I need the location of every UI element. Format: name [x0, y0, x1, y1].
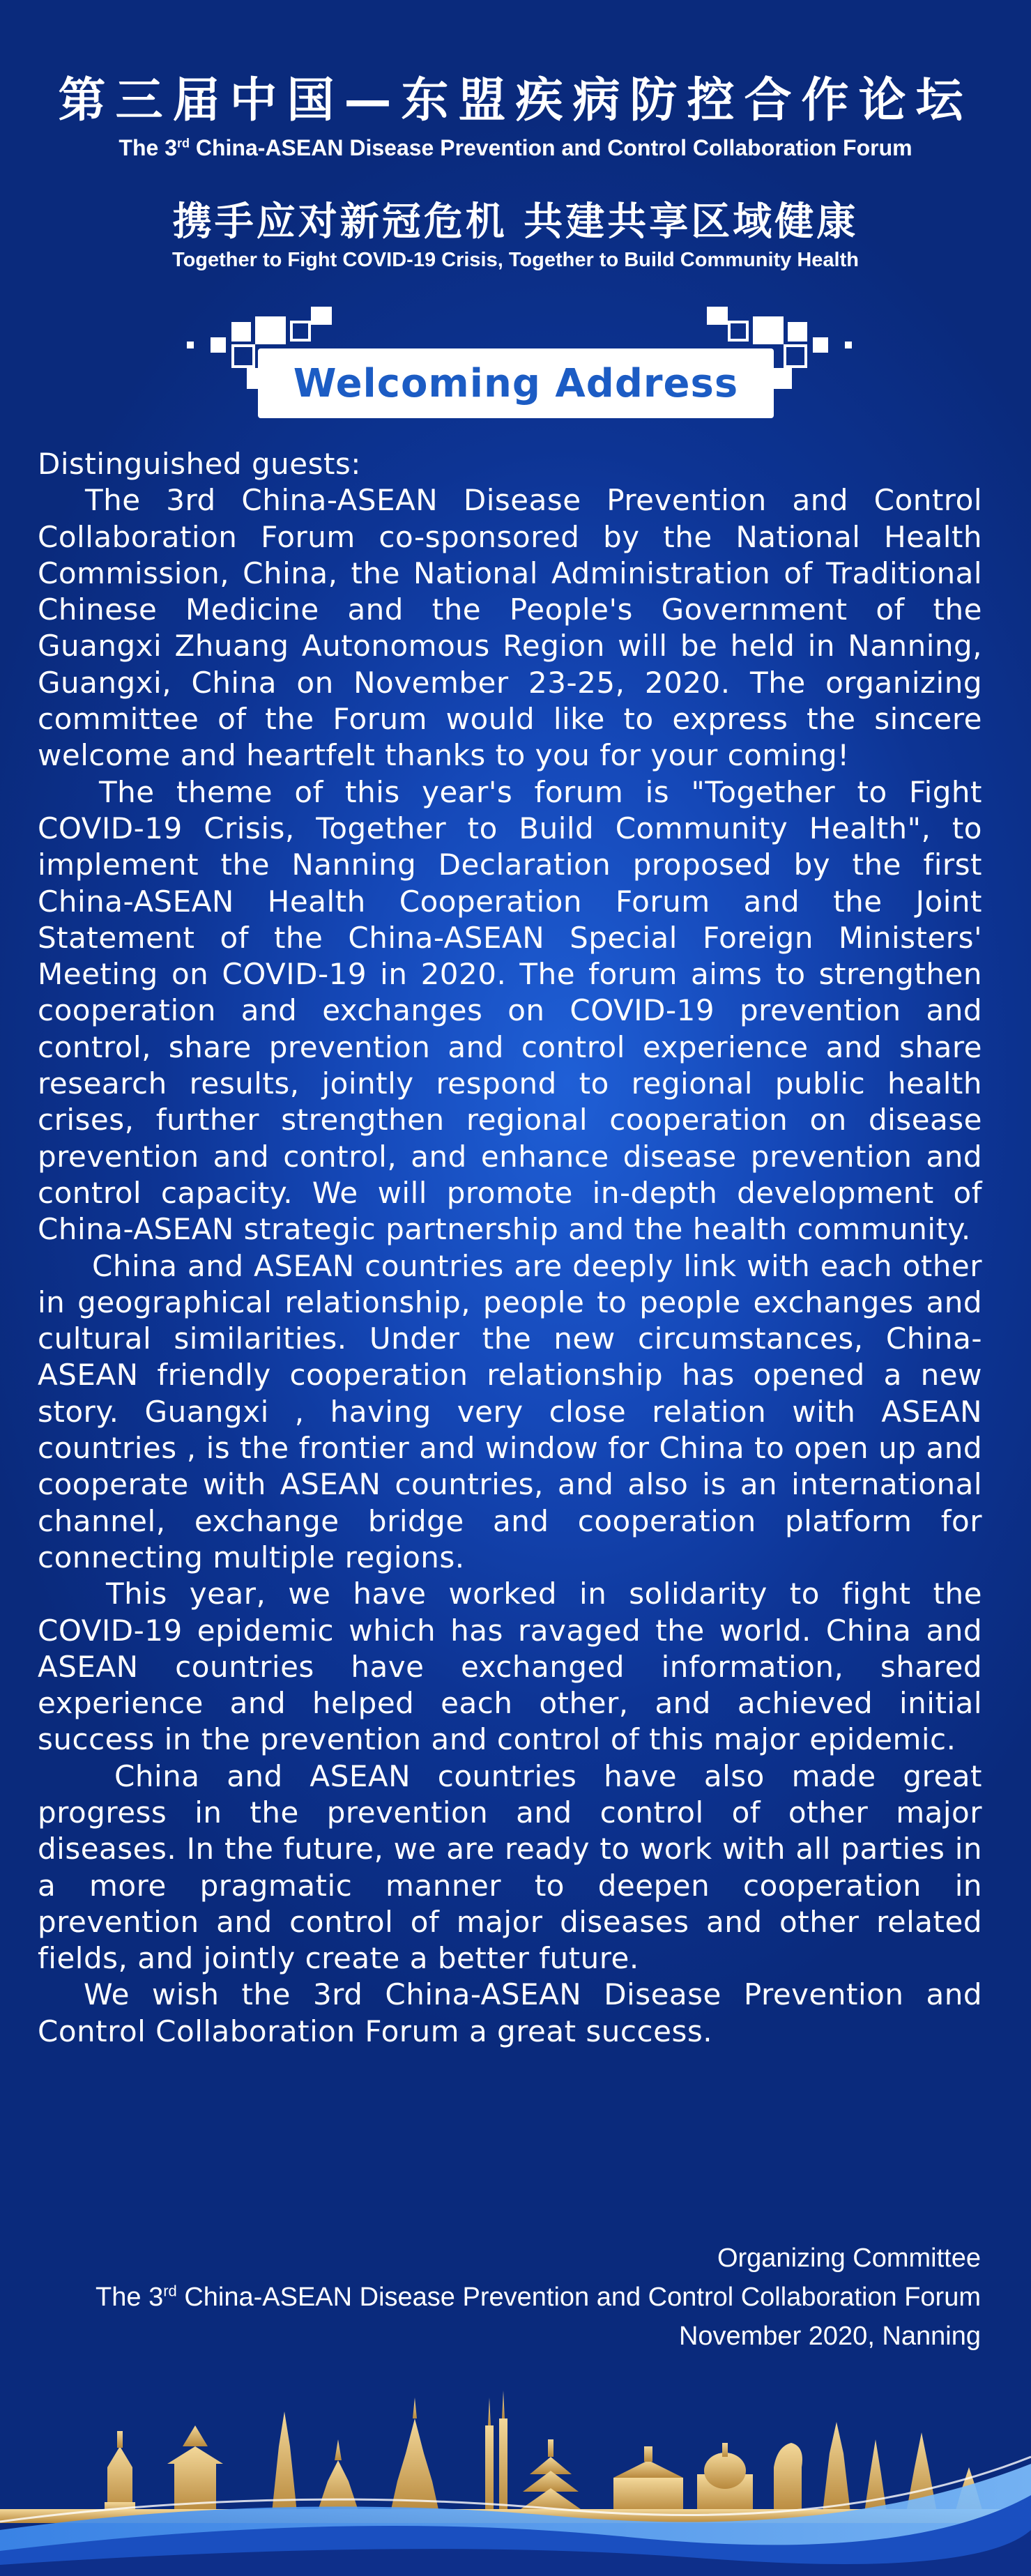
paragraph-2: The theme of this year's forum is "Together to Fight COVID-19 Crisis, Together to Build Community Health", to implement the Nanning Declaration proposed by the first China-ASEAN Health Cooperation Forum and the Joint Statement of the China-ASEAN Special Foreign Ministers' Meeting on COVID-19 in 2020. The forum aims to strengthen cooperation and exchanges on COVID-19 prevention and control, share prevention and control experience and share research results, jointly respond to regional public health crises, further strengthen regional cooperation on disease prevention and control, and enhance disease prevention and control capacity. We will promote in-depth development of China-ASEAN strategic partnership and the health community.	[38, 774, 982, 1247]
forum-title-english-suffix: China-ASEAN Disease Prevention and Control Collaboration Forum	[190, 135, 912, 160]
paragraph-6: We wish the 3rd China-ASEAN Disease Prevention and Control Collaboration Forum a great success.	[38, 1977, 982, 2048]
forum-title-english-ordinal: rd	[177, 136, 190, 151]
forum-title-english	[0, 132, 1031, 163]
welcome-label: Welcoming Address	[293, 360, 739, 406]
forum-title-chinese: 第三届中国—东盟疾病防控合作论坛	[58, 73, 973, 128]
landmark-skyline-illustration	[0, 2342, 1031, 2576]
paragraph-5: China and ASEAN countries have also made great progress in the prevention and control of other major diseases. In the future, we are ready to work with all parties in a more pragmatic manner to deepen cooperation in prevention and control of major diseases and other related fields, and jointly create a better future.	[38, 1758, 982, 1976]
signature-forum	[5, 2278, 981, 2317]
forum-title-english-prefix: The 3	[119, 135, 177, 160]
paragraph-1: The 3rd China-ASEAN Disease Prevention and Control Collaboration Forum co-sponsored by the National Health Commission, China, the National Administration of Traditional Chinese Medicine and the People's Government of the Guangxi Zhuang Autonomous Region will be held in Nanning, Guangxi, China on November 23-25, 2020. The organizing committee of the Forum would like to express the sincere welcome and heartfelt thanks to you for your coming!	[38, 483, 982, 773]
signature-block	[5, 2239, 981, 2356]
signature-forum-ordinal: rd	[163, 2282, 177, 2300]
welcome-label-box	[258, 348, 774, 418]
signature-forum-suffix: China-ASEAN Disease Prevention and Control Collaboration Forum	[176, 2283, 981, 2312]
signature-date-place: November 2020, Nanning	[678, 2322, 981, 2351]
paragraph-3: China and ASEAN countries are deeply link with each other in geographical relationship, people to people exchanges and cultural similarities. Under the new circumstances, China-ASEAN friendly cooperation relationship has opened a new story. Guangxi , having very close relation with ASEAN countries , is the frontier and window for China to open up and cooperate with ASEAN countries, and also is an international channel, exchange bridge and cooperation platform for connecting multiple regions.	[38, 1248, 982, 1574]
welcome-banner	[174, 307, 864, 418]
signature-forum-prefix: The 3	[96, 2283, 164, 2312]
slogan-chinese: 携手应对新冠危机 共建共享区域健康	[172, 199, 859, 245]
letter-body	[38, 446, 982, 2050]
salutation: Distinguished guests:	[38, 447, 361, 481]
slogan-english: Together to Fight COVID-19 Crisis, Together to Build Community Health	[172, 249, 859, 271]
paragraph-4: This year, we have worked in solidarity to fight the COVID-19 epidemic which has ravaged the world. China and ASEAN countries have exchanged information, shared experience and helped each other, and achieved initial success in the prevention and control of this major epidemic.	[38, 1577, 982, 1757]
landmark-buildings	[0, 2391, 1031, 2523]
signature-committee: Organizing Committee	[717, 2244, 981, 2273]
